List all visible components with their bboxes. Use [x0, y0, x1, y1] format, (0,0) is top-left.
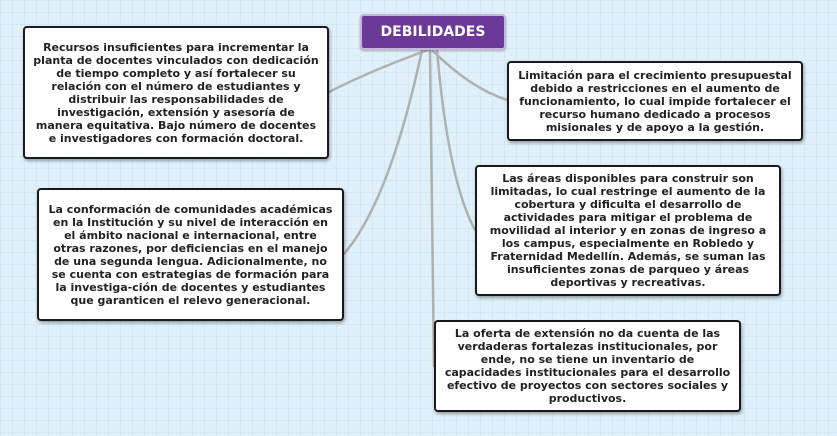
central-topic-label: DEBILIDADES: [380, 24, 486, 40]
central-topic-debilidades[interactable]: [360, 14, 506, 50]
topic-node-text: La conformación de comunidades académicas en la Institución y su nivel de interacción en el ámbito nacional e internacional, entre otras razones, por deficiencias en el manejo de una segunda lengua. Adicionalmente, no se cuenta con estrategias de formación para la investiga-ción de docentes y estudiantes que garanticen el relevo generacional.: [48, 202, 333, 307]
connector-line-3: [344, 50, 422, 254]
topic-node-areas-disponibles[interactable]: [475, 165, 781, 296]
topic-node-comunidades-academicas[interactable]: [37, 188, 344, 321]
topic-node-limitacion-presupuestal[interactable]: [507, 61, 803, 141]
topic-node-text: Las áreas disponibles para construir son limitadas, lo cual restringe el aumento de la cobertura y dificulta el desarrollo de actividades para mitigar el problema de movilidad al interior y en zonas de ingreso a los campus, especialmente en Robledo y Fraternidad Medellín. Además, se suman las insuficientes zonas de parqueo y áreas deportivas y recreativas.: [489, 172, 767, 289]
connector-line-4: [437, 50, 475, 230]
topic-node-recursos-docentes[interactable]: [23, 26, 329, 159]
topic-node-text: Recursos insuficientes para incrementar la planta de docentes vinculados con dedicación de tiempo completo y así fortalecer su relación con el número de estudiantes y distribuir las responsabilidades de investigación, extensión y asesoría de manera equitativa. Bajo número de docentes e investigadores con formación doctoral.: [33, 40, 319, 145]
connector-line-5: [430, 50, 434, 366]
connector-line-2: [432, 50, 507, 100]
topic-node-text: Limitación para el crecimiento presupuestal debido a restricciones en el aumento de funcionamiento, lo cual impide fortalecer el recurso humano dedicado a procesos misionales y de apoyo a la gestión.: [518, 68, 792, 134]
topic-node-oferta-extension[interactable]: [434, 320, 741, 412]
topic-node-text: La oferta de extensión no da cuenta de las verdaderas fortalezas institucionales, por ende, no se tiene un inventario de capacidades institucionales para el desarrollo efectivo de proyectos con sectores sociales y productivos.: [444, 327, 731, 405]
